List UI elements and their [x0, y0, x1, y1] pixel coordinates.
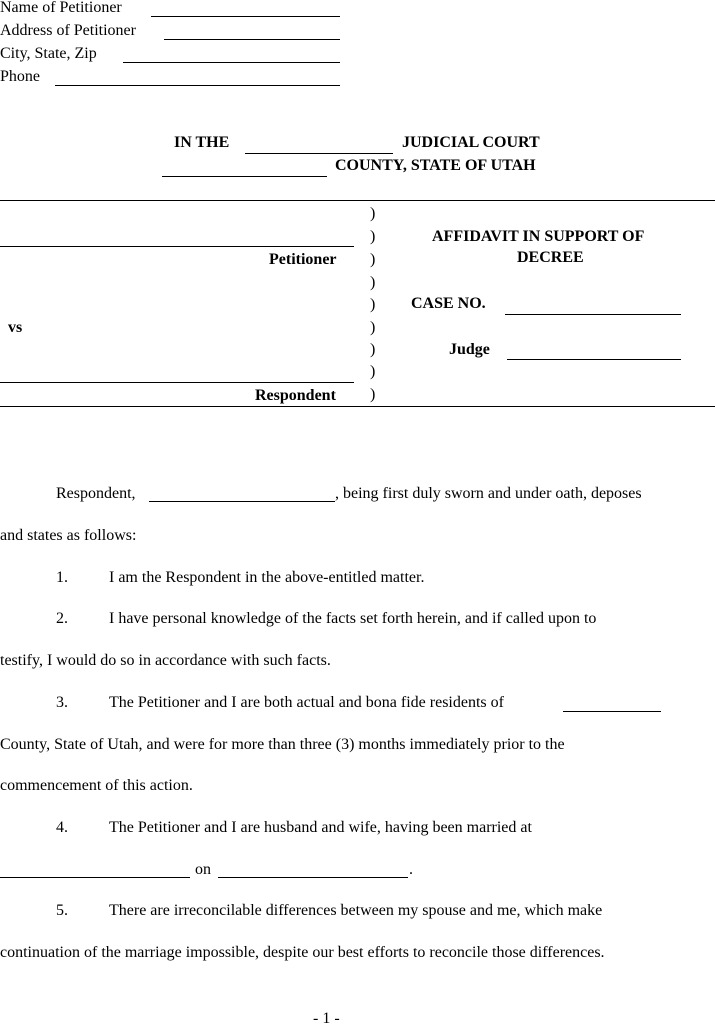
item-number: 5. — [56, 902, 68, 919]
caption-paren: ) — [370, 341, 376, 358]
item-text: The Petitioner and I are both actual and bona fide residents of — [109, 694, 504, 711]
caption-paren: ) — [370, 386, 376, 403]
court-judicial-court: JUDICIAL COURT — [402, 134, 540, 151]
caption-paren: ) — [370, 319, 376, 336]
caption-paren: ) — [370, 274, 376, 291]
petitioner-label: Petitioner — [269, 251, 337, 268]
item-number: 3. — [56, 694, 68, 711]
caption-paren: ) — [370, 228, 376, 245]
page-number: - 1 - — [313, 1010, 340, 1027]
vs-label: vs — [8, 319, 23, 336]
item-number: 2. — [56, 610, 68, 627]
address-of-petitioner-label: Address of Petitioner — [0, 22, 136, 39]
item-text-continued: commencement of this action. — [0, 777, 193, 794]
name-of-petitioner-field[interactable] — [151, 16, 340, 17]
judge-field[interactable] — [507, 359, 681, 360]
case-no-label: CASE NO. — [411, 295, 486, 312]
marriage-place-field[interactable] — [0, 877, 190, 878]
respondent-name-field[interactable] — [0, 382, 354, 383]
item-text: There are irreconcilable differences between my spouse and me, which make — [109, 902, 603, 919]
phone-label: Phone — [0, 68, 40, 85]
city-state-zip-label: City, State, Zip — [0, 45, 97, 62]
residence-county-field[interactable] — [563, 711, 661, 712]
judicial-district-field[interactable] — [245, 153, 393, 154]
item-text-continued: County, State of Utah, and were for more than three (3) months immediately prior to the — [0, 736, 565, 753]
caption-top-border — [0, 200, 715, 201]
respondent-affiant-field[interactable] — [149, 501, 335, 502]
case-no-field[interactable] — [505, 314, 681, 315]
court-in-the: IN THE — [174, 134, 230, 151]
caption-paren: ) — [370, 296, 376, 313]
intro-respondent: Respondent, — [56, 485, 136, 502]
phone-field[interactable] — [55, 85, 340, 86]
caption-paren: ) — [370, 205, 376, 222]
respondent-label: Respondent — [255, 387, 336, 404]
intro-states-as-follows: and states as follows: — [0, 527, 137, 544]
document-title-line1: AFFIDAVIT IN SUPPORT OF — [432, 228, 645, 245]
marriage-on-label: on — [195, 861, 211, 878]
court-county-state: COUNTY, STATE OF UTAH — [335, 157, 536, 174]
address-of-petitioner-field[interactable] — [164, 39, 340, 40]
item-text-continued: continuation of the marriage impossible, despite our best efforts to reconcile those differences. — [0, 944, 605, 961]
item-number: 1. — [56, 569, 68, 586]
petitioner-name-field[interactable] — [0, 246, 354, 247]
intro-sworn: , being first duly sworn and under oath, deposes — [335, 485, 642, 502]
document-title-line2: DECREE — [517, 249, 584, 266]
judge-label: Judge — [449, 341, 490, 358]
county-field[interactable] — [162, 176, 327, 177]
caption-paren: ) — [370, 251, 376, 268]
item-text: The Petitioner and I are husband and wife, having been married at — [109, 819, 532, 836]
city-state-zip-field[interactable] — [123, 62, 340, 63]
name-of-petitioner-label: Name of Petitioner — [0, 0, 122, 16]
caption-paren: ) — [370, 363, 376, 380]
item-text: I have personal knowledge of the facts set forth herein, and if called upon to — [109, 610, 597, 627]
item-text: I am the Respondent in the above-entitled matter. — [109, 569, 425, 586]
caption-bottom-border — [0, 406, 715, 407]
item-number: 4. — [56, 819, 68, 836]
marriage-period: . — [409, 861, 413, 878]
marriage-date-field[interactable] — [218, 877, 408, 878]
item-text-continued: testify, I would do so in accordance with such facts. — [0, 652, 331, 669]
